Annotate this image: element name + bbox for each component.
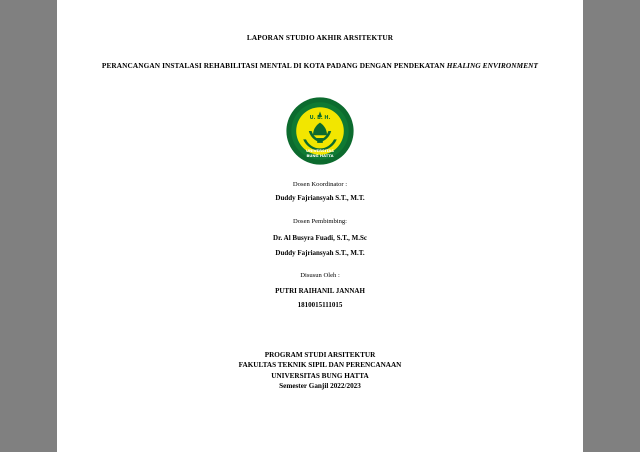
footer-faculty: FAKULTAS TEKNIK SIPIL DAN PERENCANAAN	[238, 361, 402, 370]
supervisor-name-2: Duddy Fajriansyah S.T., M.T.	[275, 249, 365, 257]
cover-page-content	[57, 0, 583, 452]
svg-text:BUNG HATTA: BUNG HATTA	[306, 152, 334, 158]
supervisor-name-1: Dr. Al Busyra Fuadi, S.T., M.Sc	[273, 234, 367, 242]
logo-container	[57, 96, 583, 171]
footer-program: PROGRAM STUDI ARSITEKTUR	[264, 351, 376, 359]
institution-footer	[57, 350, 583, 392]
svg-text:UNIVERSITAS: UNIVERSITAS	[305, 148, 335, 153]
author-label: Disusun Oleh :	[300, 272, 340, 279]
page-title: LAPORAN STUDIO AKHIR ARSITEKTUR	[246, 33, 394, 42]
author-name: PUTRI RAIHANIL JANNAH	[275, 287, 365, 295]
footer-university: UNIVERSITAS BUNG HATTA	[271, 371, 369, 380]
page-subtitle-italic: HEALING ENVIRONMENT	[446, 61, 539, 70]
universitas-bung-hatta-logo-icon	[285, 96, 355, 166]
page-subtitle-prefix: PERANCANGAN INSTALASI REHABILITASI MENTAL DI KOTA PADANG DENGAN PENDEKATAN	[101, 61, 447, 70]
svg-text:U. B. H.: U. B. H.	[309, 115, 331, 122]
author-student-id: 1810015111015	[297, 301, 343, 309]
coordinator-label: Dosen Koordinator :	[292, 181, 348, 188]
document-page	[57, 0, 583, 452]
supervisors-label: Dosen Pembimbing:	[292, 218, 348, 225]
page-subtitle	[57, 61, 583, 70]
footer-semester: Semester Ganjil 2022/2023	[279, 382, 361, 391]
coordinator-name: Duddy Fajriansyah S.T., M.T.	[275, 194, 365, 202]
